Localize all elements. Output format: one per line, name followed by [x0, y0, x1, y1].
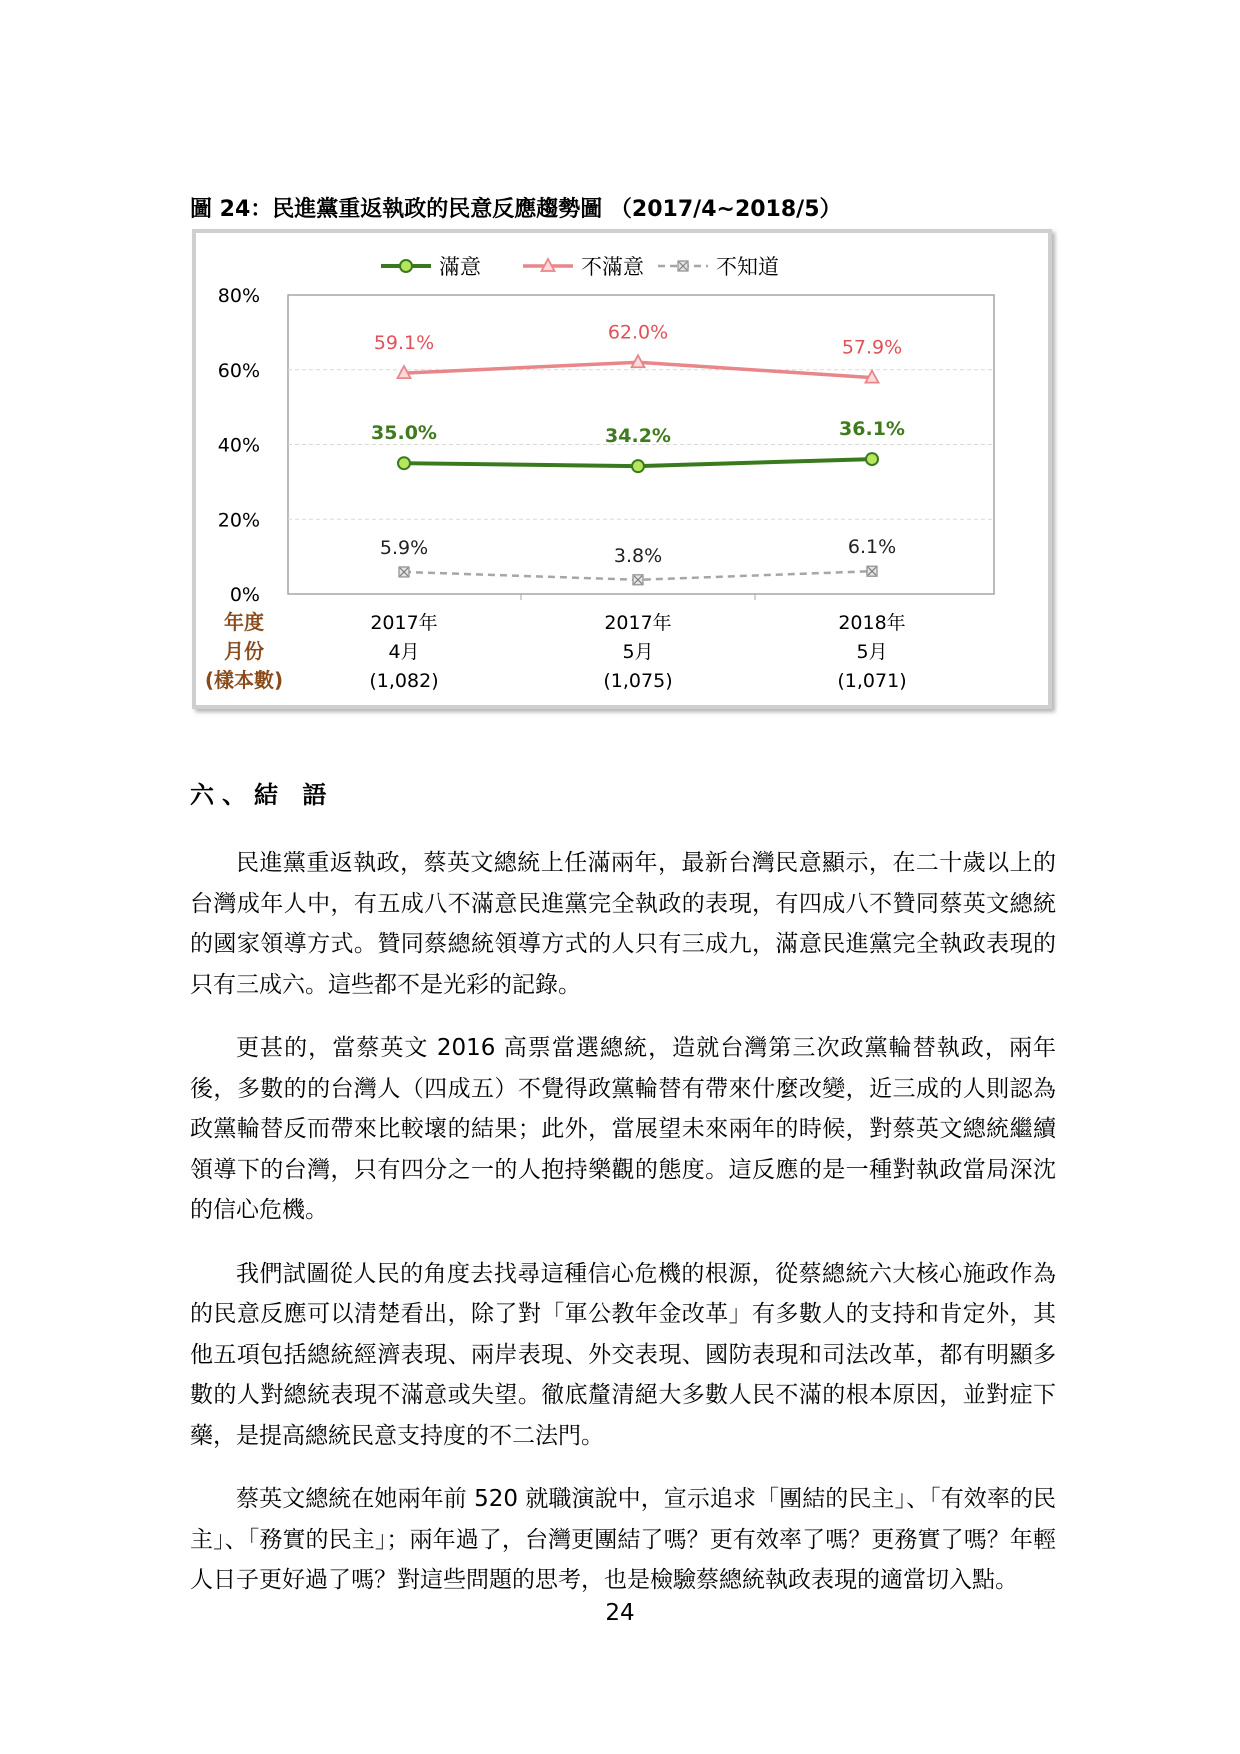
data-label: 5.9% — [379, 536, 429, 559]
legend-label: 滿意 — [439, 255, 481, 279]
x-category-label: 2018年 — [838, 612, 906, 634]
y-tick-label: 40% — [217, 434, 260, 457]
legend-label: 不滿意 — [581, 255, 644, 279]
x-category-label: 4月 — [388, 641, 420, 663]
x-category-label: (1,082) — [369, 670, 439, 692]
y-tick-label: 0% — [229, 584, 260, 606]
y-tick-label: 60% — [217, 359, 260, 382]
paragraph: 我們試圖從人民的角度去找尋這種信心危機的根源，從蔡總統六大核心施政作為的民意反應可以清楚看出，除了對「軍公教年金改革」有多數人的支持和肯定外，其他五項包括總統經濟表現、兩岸表現、外交表現、國防表現和司法改革，都有明顯多數的人對總統表現不滿意或失望。徹底釐清絕大多數人民不滿的根本原因，並對症下藥，是提高總統民意支持度的不二法門。 — [190, 1260, 1056, 1449]
body-text — [190, 843, 1056, 1624]
paragraph: 更甚的，當蔡英文 2016 高票當選總統，造就台灣第三次政黨輪替執政，兩年後，多數的的台灣人（四成五）不覺得政黨輪替有帶來什麼改變，近三成的人則認為政黨輪替反而帶來比較壞的結果；此外，當展望未來兩年的時候，對蔡英文總統繼續領導下的台灣，只有四分之一的人抱持樂觀的態度。這反應的是一種對執政當局深沈的信心危機。 — [190, 1035, 1056, 1223]
data-label: 3.8% — [613, 544, 663, 567]
data-point — [398, 457, 410, 469]
data-label: 62.0% — [607, 321, 669, 344]
data-label: 35.0% — [371, 422, 437, 445]
paragraph: 民進黨重返執政，蔡英文總統上任滿兩年，最新台灣民意顯示，在二十歲以上的台灣成年人中，有五成八不滿意民進黨完全執政的表現，有四成八不贊同蔡英文總統的國家領導方式。贊同蔡總統領導方式的人只有三成九，滿意民進黨完全執政表現的只有三成六。這些都不是光彩的記錄。 — [190, 850, 1056, 998]
paragraph: 蔡英文總統在她兩年前 520 就職演說中，宣示追求「團結的民主」、「有效率的民主」、「務實的民主」；兩年過了，台灣更團結了嗎？更有效率了嗎？更務實了嗎？年輕人日子更好過了嗎？對這些問題的思考，也是檢驗蔡總統執政表現的適當切入點。 — [190, 1486, 1056, 1593]
x-category-label: 2017年 — [370, 612, 438, 634]
data-point — [400, 260, 412, 272]
x-category-label: (1,075) — [603, 670, 673, 692]
x-category-label: 5月 — [622, 641, 654, 663]
data-point — [866, 453, 878, 465]
figure-title: 圖 24：民進黨重返執政的民意反應趨勢圖 （2017/4~2018/5） — [190, 197, 842, 222]
data-label: 34.2% — [605, 425, 671, 448]
legend-label: 不知道 — [716, 255, 779, 279]
section-title: 六、結 語 — [190, 780, 335, 809]
x-category-label: 5月 — [856, 641, 888, 663]
x-category-label: (1,071) — [837, 670, 907, 692]
data-label: 59.1% — [373, 332, 435, 355]
chart-container — [192, 229, 1052, 709]
page-number: 24 — [605, 1600, 635, 1626]
y-tick-label: 80% — [217, 285, 260, 307]
data-label: 6.1% — [847, 536, 897, 559]
line-chart — [196, 233, 1048, 705]
data-label: 36.1% — [839, 418, 905, 441]
y-tick-label: 20% — [217, 509, 260, 532]
x-category-label: 2017年 — [604, 612, 672, 634]
row-header: 年度 — [224, 610, 264, 634]
data-point — [632, 460, 644, 472]
data-label: 57.9% — [841, 336, 903, 359]
row-header: (樣本數) — [204, 668, 284, 692]
row-header: 月份 — [224, 639, 264, 663]
